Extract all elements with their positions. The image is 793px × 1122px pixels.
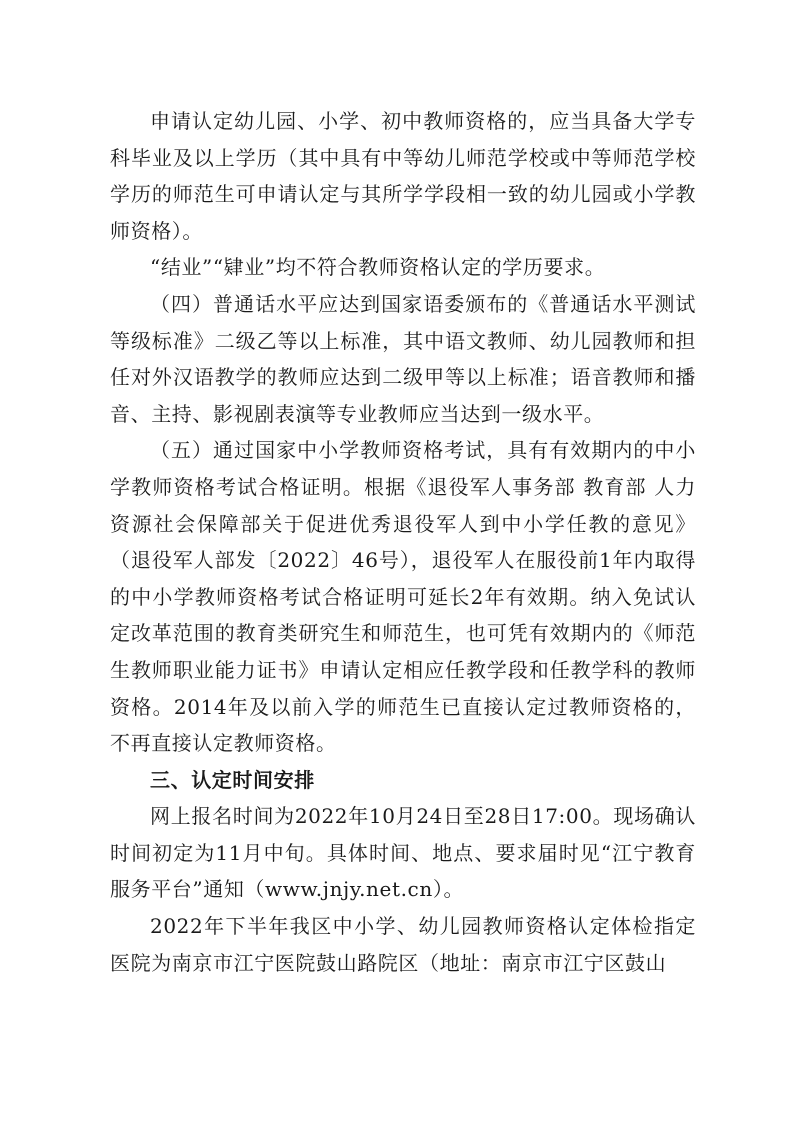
paragraph-education-requirement: 申请认定幼儿园、小学、初中教师资格的，应当具备大学专科毕业及以上学历（其中具有中等幼儿师范学校或中等师范学校学历的师范生可申请认定与其所学学段相一致的幼儿园或小学教师资格）。: [110, 109, 696, 243]
section-heading-schedule: 三、认定时间安排: [150, 767, 315, 792]
document-body: [110, 103, 696, 981]
paragraph-completion-note: “结业”“肄业”均不符合教师资格认定的学历要求。: [150, 255, 606, 280]
paragraph-medical-exam: 2022年下半年我区中小学、幼儿园教师资格认定体检指定医院为南京市江宁医院鼓山路院区（地址：南京市江宁区鼓山: [110, 914, 696, 975]
paragraph-mandarin-requirement: （四）普通话水平应达到国家语委颁布的《普通话水平测试等级标准》二级乙等以上标准，其中语文教师、幼儿园教师和担任对外汉语教学的教师应达到二级甲等以上标准；语音教师和播音、主持、影视剧表演等专业教师应当达到一级水平。: [110, 291, 696, 426]
paragraph-exam-requirement: （五）通过国家中小学教师资格考试，具有有效期内的中小学教师资格考试合格证明。根据《退役军人事务部 教育部 人力资源社会保障部关于促进优秀退役军人到中小学任教的意见》（退役军人部发〔2022〕46号），退役军人在服役前1年内取得的中小学教师资格考试合格证明可延长2年有效期。纳入免试认定改革范围的教育类研究生和师范生，也可凭有效期内的《师范生教师职业能力证书》申请认定相应任教学段和任教学科的教师资格。2014年及以前入学的师范生已直接认定过教师资格的，不再直接认定教师资格。: [110, 438, 696, 756]
paragraph-registration-time: 网上报名时间为2022年10月24日至28日17:00。现场确认时间初定为11月中旬。具体时间、地点、要求届时见“江宁教育服务平台”通知（www.jnjy.net.cn）。: [110, 804, 696, 902]
